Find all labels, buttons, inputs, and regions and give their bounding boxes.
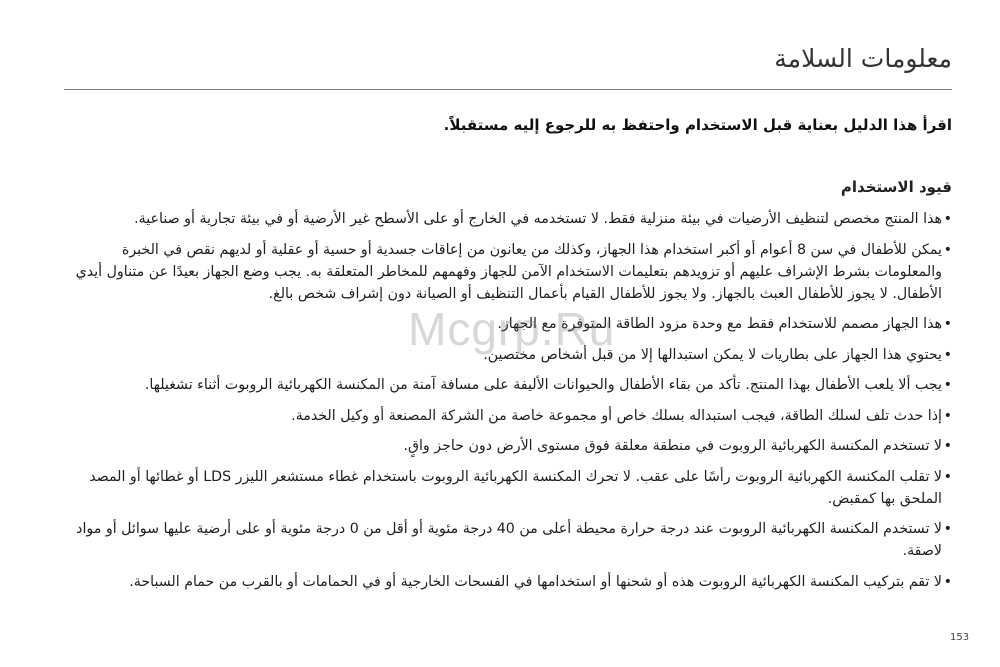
title-divider [64, 89, 952, 90]
list-item [62, 344, 952, 366]
bullet-icon: • [943, 241, 952, 258]
list-item [62, 405, 952, 427]
list-item-text: لا تستخدم المكنسة الكهربائية الروبوت عند درجة حرارة محيطة أعلى من 40 درجة مئوية أو أقل من 0 درجة مئوية أو على أرضية عليها سوائل أو مواد لاصقة. [76, 521, 942, 559]
bullet-icon: • [943, 346, 952, 363]
list-item [62, 313, 952, 335]
bullet-icon: • [943, 316, 952, 332]
bullet-icon: • [943, 211, 952, 227]
list-item [62, 374, 952, 396]
list-item [62, 518, 952, 562]
list-item [62, 435, 952, 457]
bullet-icon: • [943, 407, 952, 424]
list-item-text: يمكن للأطفال في سن 8 أعوام أو أكبر استخدام هذا الجهاز، وكذلك من يعانون من إعاقات جسدية أو حسية أو عقلية أو لديهم نقص في الخبرة والمعلومات بشرط الإشراف عليهم أو تزويدهم بتعليمات الاستخدام الآمن للجهاز وفهمهم للمخاطر المتعلقة به. يجب وضع الجهاز بعيدًا عن متناول أيدي الأطفال. لا يجوز للأطفال العبث بالجهاز. ولا يجوز للأطفال القيام بأعمال التنظيف أو الصيانة دون إشراف شخص بالغ. [75, 241, 942, 302]
bullet-icon: • [943, 573, 952, 590]
list-item-text: إذا حدث تلف لسلك الطاقة، فيجب استبداله بسلك خاص أو مجموعة خاصة من الشركة المصنعة أو وكيل الخدمة. [291, 407, 942, 424]
list-item-text: يجب ألا يلعب الأطفال بهذا المنتج. تأكد من بقاء الأطفال والحيوانات الأليفة على مسافة آمنة من المكنسة الكهربائية الروبوت أثناء تشغيلها. [144, 377, 942, 393]
list-item-text: يحتوي هذا الجهاز على بطاريات لا يمكن استبدالها إلا من قبل أشخاص مختصين. [483, 346, 942, 363]
list-item-text: هذا المنتج مخصص لتنظيف الأرضيات في بيئة منزلية فقط. لا تستخدمه في الخارج أو على الأسطح غير الأرضية أو في بيئة تجارية أو صناعية. [134, 211, 942, 227]
list-item [62, 208, 952, 230]
list-item-text: لا تقلب المكنسة الكهربائية الروبوت رأسًا على عقب. لا تحرك المكنسة الكهربائية الروبوت باستخدام غطاء مستشعر الليزر LDS أو غطائها أو المصد الملحق بها كمقبض. [89, 468, 942, 507]
page-number: 153 [950, 632, 970, 643]
bullet-icon: • [943, 521, 952, 537]
section-heading: قيود الاستخدام [840, 178, 952, 196]
site-watermark: Mcgrp.Ru [408, 303, 616, 355]
list-item [62, 239, 952, 305]
list-item [62, 571, 952, 593]
bullet-icon: • [943, 377, 952, 393]
list-item-text: هذا الجهاز مصمم للاستخدام فقط مع وحدة مزود الطاقة المتوفرة مع الجهاز. [497, 316, 942, 332]
list-item-text: لا تستخدم المكنسة الكهربائية الروبوت في منطقة معلقة فوق مستوى الأرض دون حاجز واقٍ. [403, 438, 942, 454]
bullet-icon: • [943, 438, 952, 454]
usage-restrictions-list [62, 208, 952, 601]
intro-warning: اقرأ هذا الدليل بعناية قبل الاستخدام واحتفظ به للرجوع إليه مستقبلاً. [443, 116, 952, 134]
list-item-text: لا تقم بتركيب المكنسة الكهربائية الروبوت هذه أو شحنها أو استخدامها في الفسحات الخارجية أو في الحمامات أو بالقرب من حمام السباحة. [129, 573, 942, 590]
bullet-icon: • [943, 468, 952, 485]
page-title: معلومات السلامة [774, 44, 952, 73]
list-item [62, 466, 952, 510]
